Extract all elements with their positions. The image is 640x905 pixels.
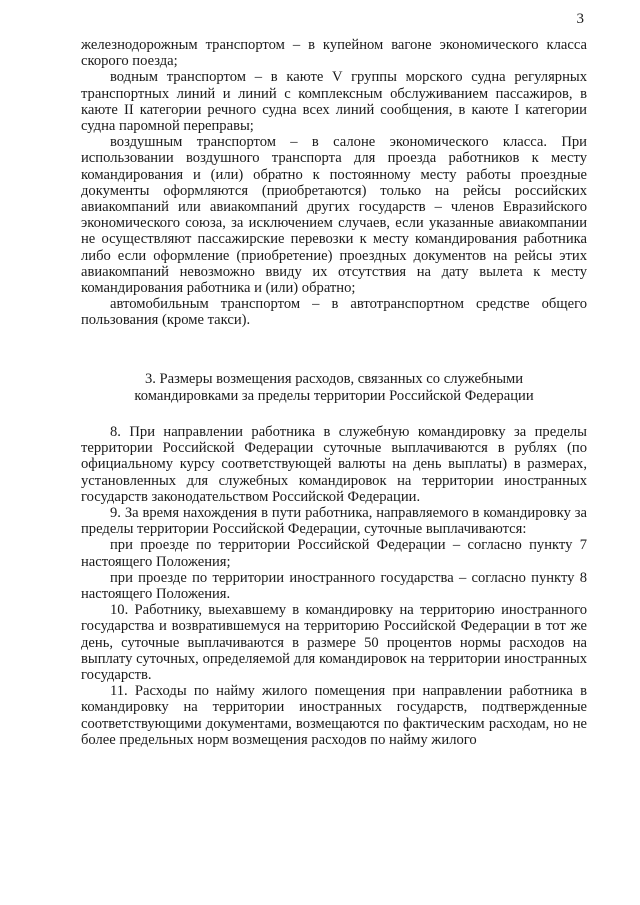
paragraph-item-9-russia: при проезде по территории Российской Федерации – согласно пункту 7 настоящего Положения; [81,537,587,570]
paragraph-item-9: 9. За время нахождения в пути работника, направляемого в командировку за пределы территории Российской Федерации, суточные выплачиваются: [81,505,587,538]
paragraph-item-10: 10. Работнику, выехавшему в командировку на территорию иностранного государства и возвратившемуся на территорию Российской Федерации в тот же день, суточные выплачиваются в размере 50 процентов нормы расходов на выплату суточных, определяемой для командировок на территории иностранных государств. [81,602,587,684]
paragraph-rail-transport: железнодорожным транспортом – в купейном вагоне экономического класса скорого поезда; [81,37,587,70]
paragraph-item-11: 11. Расходы по найму жилого помещения при направлении работника в командировку на территории иностранных государств, подтвержденные соответствующими документами, возмещаются по фактическим расходам, но не более предельных норм возмещения расходов по найму жилого [81,683,587,748]
section-3-heading-line-1: 3. Размеры возмещения расходов, связанных со служебными [144,371,524,387]
section-3-body [81,424,587,748]
transport-classes-block [81,37,587,329]
section-3-heading-line-2: командировками за пределы территории Российской Федерации [134,388,534,404]
paragraph-air-transport: воздушным транспортом – в салоне экономического класса. При использовании воздушного транспорта для проезда работников к месту командирования и (или) обратно к постоянному месту работы проездные документы оформляются (приобретаются) только на рейсы российских авиакомпаний или авиакомпаний других государств – членов Евразийского экономического союза, за исключением случаев, если указанные авиакомпании не осуществляют пассажирские перевозки к месту командирования работника либо если оформление (приобретение) проездных документов на рейсы этих авиакомпаний невозможно ввиду их отсутствия на дату вылета к месту командирования работника и (или) обратно; [81,134,587,297]
paragraph-item-9-foreign: при проезде по территории иностранного государства – согласно пункту 8 настоящего Положения. [81,569,587,603]
paragraph-road-transport: автомобильным транспортом – в автотранспортном средстве общего пользования (кроме такси). [81,296,587,329]
section-3-heading [81,371,587,405]
paragraph-water-transport: водным транспортом – в каюте V группы морского судна регулярных транспортных линий и линий с комплексным обслуживанием пассажиров, в каюте II категории речного судна всех линий сообщения, в каюте I категории судна паромной переправы; [81,69,587,135]
page-number: 3 [576,11,584,27]
paragraph-item-8: 8. При направлении работника в служебную командировку за пределы территории Российской Федерации суточные выплачиваются в рублях (по официальному курсу соответствующей валюты на день выплаты) в размерах, установленных для служебных командировок на территории иностранных государств законодательством Российской Федерации. [81,424,587,505]
